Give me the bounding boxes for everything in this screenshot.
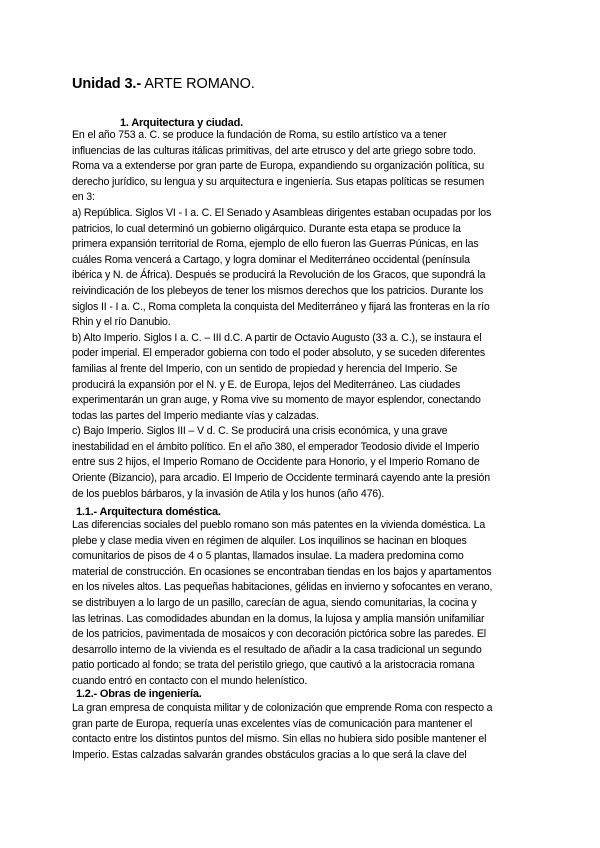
section-1-heading: 1. Arquitectura y ciudad. [120, 117, 243, 129]
section-1-1-body [72, 518, 532, 690]
section-1-2-heading: 1.2.- Obras de ingeniería. [76, 688, 202, 700]
section-1-1-heading: 1.1.- Arquitectura doméstica. [76, 506, 221, 518]
text-line: a) República. Siglos VI - I a. C. El Senado y Asambleas dirigentes estaban ocupadas por los [72, 206, 492, 219]
text-line: todas las partes del Imperio mediante vías y calzadas. [72, 409, 319, 422]
text-line: de los patricios, pavimentada de mosaicos y con decoración pictórica sobre las paredes. El [72, 628, 487, 641]
text-line: familias al frente del Imperio, con un sentido de propiedad y herencia del Imperio. Se [72, 362, 458, 375]
text-line: c) Bajo Imperio. Siglos III – V d. C. Se producirá una crisis económica, y una grave [72, 425, 448, 438]
text-line: poder imperial. El emperador gobierna con todo el poder absoluto, y se suceden diferentes [72, 347, 486, 360]
text-line: material de construcción. En ocasiones se encontraban tiendas en los bajos y apartamentos [72, 565, 492, 578]
text-line: gran parte de Europa, requería unas excelentes vías de comunicación para mantener el [72, 717, 473, 730]
text-line: siglos II - I a. C., Roma completa la conquista del Mediterráneo y fijará las fronteras en la río [72, 300, 490, 313]
text-line: Rhin y el río Danubio. [72, 316, 171, 329]
text-line: cuando entró en contacto con el mundo helenístico. [72, 674, 308, 687]
page-title [72, 76, 255, 92]
text-line: inestabilidad en el ámbito político. En el año 380, el emperador Teodosio divide el Imperio [72, 440, 480, 453]
text-line: patricios, lo cual determinó un gobierno oligárquico. Durante esta etapa se produce la [72, 222, 461, 235]
text-line: primera expansión territorial de Roma, ejemplo de ello fueron las Guerras Púnicas, en las [72, 238, 479, 251]
text-line: en los niveles altos. Las pequeñas habitaciones, gélidas en invierno y sofocantes en verano, [72, 581, 493, 594]
title-prefix: Unidad 3.- [72, 76, 142, 92]
text-line: las letrinas. Las comodidades abundan en la domus, la lujosa y amplia mansión unifamiliar [72, 612, 485, 625]
text-line: plebe y clase media viven en régimen de alquiler. Los inquilinos se hacinan en bloques [72, 534, 467, 547]
text-line: derecho jurídico, su lengua y su arquitectura e ingeniería. Sus etapas políticas se resumen [72, 175, 485, 188]
text-line: Oriente (Bizancio), para arcadio. El Imperio de Occidente terminará cayendo ante la presión [72, 472, 490, 485]
title-rest: ARTE ROMANO. [141, 76, 255, 92]
text-line: La gran empresa de conquista militar y de colonización que emprende Roma con respecto a [72, 702, 493, 714]
text-line: reivindicación de los plebeyos de tener los mismos derechos que los patricios. Durante los [72, 284, 484, 297]
text-line: se distribuyen a lo largo de un pasillo, carecían de agua, siendo comunitarias, la cocina y [72, 596, 477, 609]
text-line: desarrollo interno de la vivienda es el resultado de añadir a la casa tradicional un segundo [72, 643, 482, 656]
text-line: ibérica y N. de África). Después se producirá la Revolución de los Gracos, que supondrá la [72, 269, 486, 282]
section-1-body [72, 128, 532, 502]
text-line: Roma va a extenderse por gran parte de Europa, expandiendo su organización política, su [72, 160, 485, 173]
text-line: Las diferencias sociales del pueblo romano son más patentes en la vivienda doméstica. La [72, 519, 486, 531]
text-line: b) Alto Imperio. Siglos I a. C. – III d.C. A partir de Octavio Augusto (33 a. C.), se instaura el [72, 331, 482, 344]
text-line: Imperio. Estas calzadas salvarán grandes obstáculos gracias a lo que será la clave del [72, 748, 467, 761]
text-line: influencias de las culturas itálicas primitivas, del arte etrusco y del arte griego sobre todo. [72, 144, 476, 157]
text-line: de los pueblos bárbaros, y la invasión de Atila y los hunos (año 476). [72, 487, 385, 500]
text-line: cuáles Roma vencerá a Cartago, y logra dominar el Mediterráneo occidental (península [72, 253, 470, 266]
text-line: comunitarios de pisos de 4 o 5 plantas, llamados insulae. La madera predomina como [72, 550, 464, 563]
text-line: En el año 753 a. C. se produce la fundación de Roma, su estilo artístico va a tener [72, 129, 447, 141]
text-line: entre sus 2 hijos, el Imperio Romano de Occidente para Honorio, y el Imperio Romano de [72, 456, 480, 469]
text-line: en 3: [72, 191, 95, 204]
text-line: producirá la expansión por el N. y E. de Europa, lejos del Mediterráneo. Las ciudades [72, 378, 461, 391]
section-1-2-body [72, 701, 532, 763]
text-line: experimentarán un gran auge, y Roma vive su momento de mayor esplendor, conectando [72, 394, 481, 407]
text-line: patio porticado al fondo; se trata del peristilo griego, que cautivó a la aristocracia romana [72, 659, 475, 672]
text-line: contacto entre los distintos puntos del mismo. Sin ellas no hubiera sido posible mantener el [72, 733, 487, 746]
